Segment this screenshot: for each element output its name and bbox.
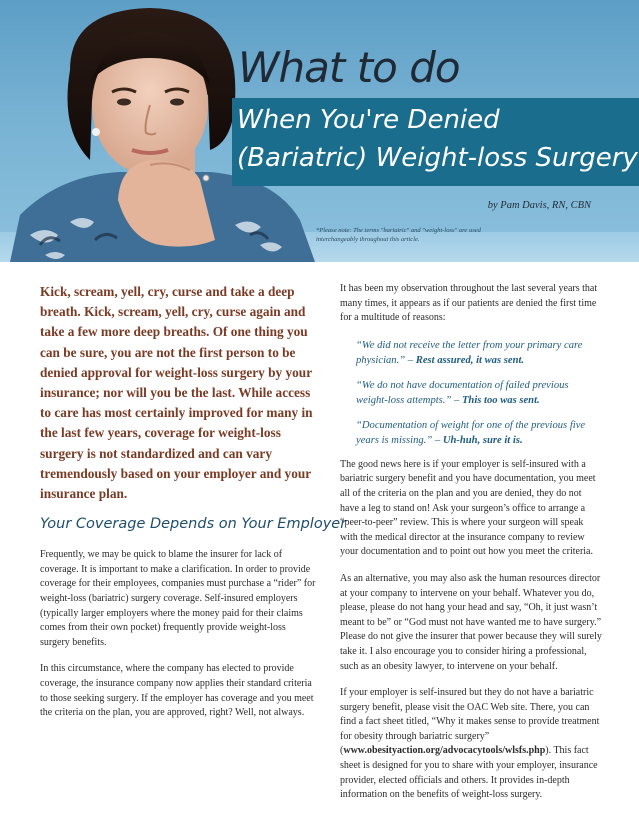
- quote-response: This too was sent.: [461, 394, 540, 406]
- right-paragraph-4: [340, 686, 602, 803]
- right-paragraph-3: As an alternative, you may also ask the human resources director at your company to intervene on your behalf. Whatever you do, please, please do not hang your head and say, “Oh, it just wasn’t meant to be” or “God must not have wanted me to have surgery.” Please do not give the insurer that power because they will surely take it. I also encourage you to consider hiring a professional, such as an obesity lawyer, to intervene on your behalf.: [340, 572, 602, 672]
- right-column: [340, 282, 602, 815]
- quote-separator: –: [432, 434, 443, 446]
- quote-response: Uh-huh, sure it is.: [442, 434, 523, 446]
- right-paragraph-2: The good news here is if your employer is self-insured with a bariatric surgery benefit and you have documentation, you meet all of the criteria on the plan and you are denied, they do not have a leg to stand on! Ask your surgeon’s office to arrange a “peer-to-peer” review. This is where your surgeon will speak with the medical director at the insurance company to review your documentation and to point out how you meet the criteria.: [340, 458, 596, 558]
- section-heading-coverage: Your Coverage Depends on Your Employer: [40, 516, 347, 533]
- paragraph-text: ). This fact sheet is designed for you to share with your employer, insurance provider, elected officials and others. It provides in-depth information on the benefits of weight-loss surgery.: [340, 745, 598, 801]
- byline: by Pam Davis, RN, CBN: [487, 200, 591, 211]
- denial-quote-2: [356, 378, 602, 408]
- lead-paragraph: Kick, scream, yell, cry, curse and take a deep breath. Kick, scream, yell, cry, curse again and take a few more deep breaths. Of one thing you can be sure, you are not the first person to be denied approval for weight-loss surgery by your insurance; nor will you be the last. While access to care has most certainly improved for many in the last few years, coverage for weight-loss surgery is not standardized and can vary tremendously based on your employer and your insurance plan.: [40, 284, 313, 502]
- hero-banner: [0, 0, 639, 262]
- title-main: What to do: [238, 43, 460, 92]
- quote-response: Rest assured, it was sent.: [415, 354, 525, 366]
- left-column: [40, 282, 347, 733]
- terminology-note: *Please note: The terms "bariatric" and "weight-loss" are used interchangeably throughout this article.: [316, 227, 481, 243]
- right-paragraph-1: It has been my observation throughout the last several years that many times, it appears as if our patients are denied the first time for a multitude of reasons:: [340, 283, 598, 324]
- title-subtitle-line1: When You're Denied: [237, 105, 500, 135]
- title-subtitle-line2: (Bariatric) Weight-loss Surgery: [237, 143, 638, 173]
- fact-sheet-link[interactable]: www.obesityaction.org/advocacytools/wlsfs.php: [343, 745, 546, 757]
- denial-quote-3: [356, 418, 602, 448]
- left-paragraph-1: Frequently, we may be quick to blame the insurer for lack of coverage. It is important to make a clarification. In order to provide coverage for their employees, companies must purchase a “rider” for weight-loss (bariatric) surgery coverage. Self-insured employers (typically larger employers where the money paid for their claims comes from their own pocket) frequently provide weight-loss surgery benefits.: [40, 549, 316, 648]
- quote-text: “Documentation of weight for one of the previous five years is missing.”: [356, 419, 586, 446]
- left-paragraph-2: In this circumstance, where the company has elected to provide coverage, the insurance company now applies their standard criteria to those seeking surgery. If the employer has coverage and you meet the criteria on the plan, you are approved, right? Well, not always.: [40, 663, 314, 719]
- denial-quote-1: [356, 338, 602, 368]
- quote-text: “We did not receive the letter from your primary care physician.”: [356, 339, 583, 366]
- quote-separator: –: [451, 394, 462, 406]
- quote-separator: –: [405, 354, 416, 366]
- quote-text: “We do not have documentation of failed previous weight-loss attempts.”: [356, 379, 569, 406]
- paragraph-text: If your employer is self-insured but they do not have a bariatric surgery benefit, please visit the OAC Web site. There, you can find a fact sheet titled, “Why it makes sense to provide treatment for obesity through bariatric surgery” (: [340, 687, 600, 757]
